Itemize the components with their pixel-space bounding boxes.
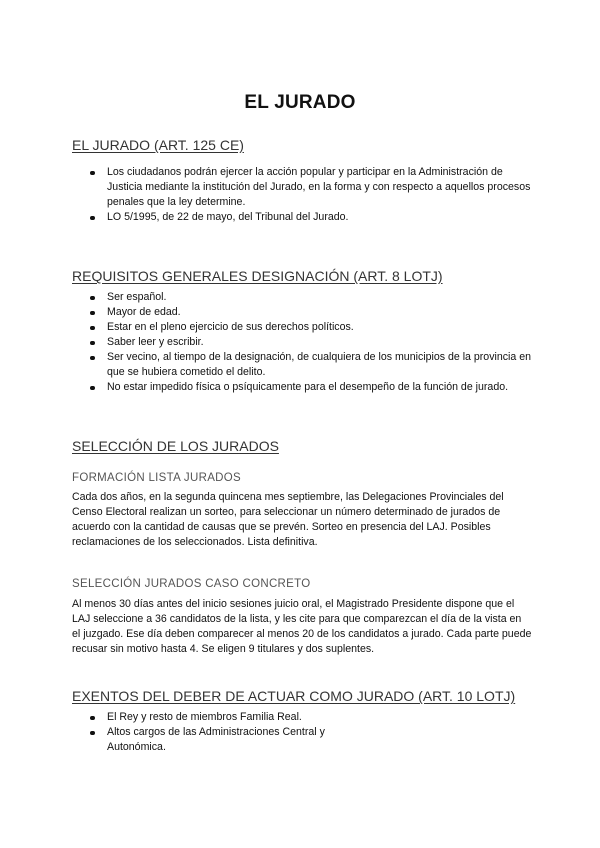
bullet-icon: [90, 386, 95, 391]
bullet-icon: [90, 171, 95, 176]
paragraph-caso-concreto: Al menos 30 días antes del inicio sesiones juicio oral, el Magistrado Presidente dispone que el LAJ seleccione a 36 candidatos de la lista, y les cite para que comparezcan el día de la vista en el juzgado. Ese día deben comparecer al menos 20 de los candidatos a jurado. Cada parte puede recusar sin motivo hasta 4. Se eligen 9 titulares y dos suplentes.: [72, 598, 532, 655]
list-item: El Rey y resto de miembros Familia Real.: [72, 710, 532, 725]
list-item: Mayor de edad.: [72, 305, 532, 320]
list-item: Altos cargos de las Administraciones Central y Autonómica.: [72, 725, 337, 755]
bullet-icon: [90, 341, 95, 346]
page-title: EL JURADO: [244, 92, 356, 113]
list-art-125: [72, 165, 532, 225]
heading-exentos: EXENTOS DEL DEBER DE ACTUAR COMO JURADO (ART. 10 LOTJ): [72, 688, 516, 704]
bullet-icon: [90, 311, 95, 316]
bullet-icon: [90, 356, 95, 361]
list-item: Los ciudadanos podrán ejercer la acción popular y participar en la Administración de Justicia mediante la institución del Jurado, en la forma y con respecto a aquellos procesos penales que la ley determine.: [72, 165, 532, 210]
list-item: No estar impedido física o psíquicamente para el desempeño de la función de jurado.: [72, 380, 532, 395]
list-item: Saber leer y escribir.: [72, 335, 532, 350]
paragraph-formacion-lista: Cada dos años, en la segunda quincena mes septiembre, las Delegaciones Provinciales del Censo Electoral realizan un sorteo, para seleccionar un número determinado de jurados de acuerdo con la cantidad de causas que se prevén. Sorteo en presencia del LAJ. Posibles reclamaciones de los seleccionados. Lista definitiva.: [72, 491, 504, 548]
list-item: Ser español.: [72, 290, 532, 305]
subheading-formacion-lista: FORMACIÓN LISTA JURADOS: [72, 472, 241, 484]
list-item: LO 5/1995, de 22 de mayo, del Tribunal del Jurado.: [72, 210, 532, 225]
list-item: Ser vecino, al tiempo de la designación, de cualquiera de los municipios de la provincia en que se hubiera cometido el delito.: [72, 350, 532, 380]
subheading-caso-concreto: SELECCIÓN JURADOS CASO CONCRETO: [72, 578, 311, 590]
list-requisitos: [72, 290, 532, 395]
heading-requisitos: REQUISITOS GENERALES DESIGNACIÓN (ART. 8 LOTJ): [72, 268, 443, 284]
heading-art-125: EL JURADO (ART. 125 CE): [72, 137, 244, 153]
list-item: Estar en el pleno ejercicio de sus derechos políticos.: [72, 320, 532, 335]
bullet-icon: [90, 731, 95, 736]
bullet-icon: [90, 716, 95, 721]
bullet-icon: [90, 296, 95, 301]
list-exentos: [72, 710, 532, 755]
bullet-icon: [90, 216, 95, 221]
heading-seleccion: SELECCIÓN DE LOS JURADOS: [72, 438, 279, 454]
bullet-icon: [90, 326, 95, 331]
